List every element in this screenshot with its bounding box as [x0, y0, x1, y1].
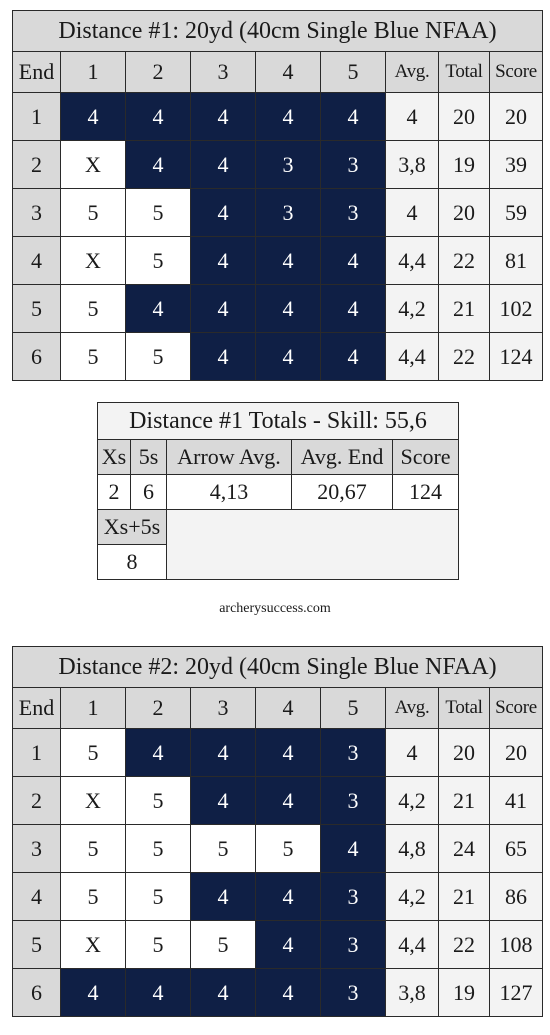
arrow-score: 4: [256, 873, 321, 921]
end-average: 3,8: [386, 969, 439, 1017]
totals-score-value: 124: [393, 475, 459, 510]
arrow-score: 5: [61, 189, 126, 237]
totals-header-xs: Xs: [98, 440, 131, 475]
totals-header-avg-end: Avg. End: [292, 440, 393, 475]
end-number: 1: [13, 729, 61, 777]
end-total: 21: [439, 285, 490, 333]
end-total: 20: [439, 93, 490, 141]
end-average: 4: [386, 189, 439, 237]
arrow-score: 4: [256, 93, 321, 141]
header-end: End: [13, 52, 61, 93]
end-number: 2: [13, 777, 61, 825]
distance2-scorecard: [12, 646, 543, 1017]
end-total: 22: [439, 237, 490, 285]
running-score: 41: [490, 777, 543, 825]
arrow-score: X: [61, 141, 126, 189]
arrow-score: 4: [61, 969, 126, 1017]
running-score: 81: [490, 237, 543, 285]
header-total: Total: [439, 688, 490, 729]
end-total: 24: [439, 825, 490, 873]
end-number: 6: [13, 969, 61, 1017]
site-credit: archerysuccess.com: [219, 601, 331, 616]
header-arrow-3: 3: [191, 688, 256, 729]
end-average: 4,4: [386, 333, 439, 381]
distance2-title: Distance #2: 20yd (40cm Single Blue NFAA): [13, 647, 543, 688]
end-number: 4: [13, 873, 61, 921]
arrow-score: X: [61, 237, 126, 285]
header-arrow-2: 2: [126, 52, 191, 93]
arrow-score: X: [61, 777, 126, 825]
arrow-score: 4: [321, 93, 386, 141]
end-row: [13, 237, 543, 285]
end-average: 4: [386, 729, 439, 777]
end-number: 6: [13, 333, 61, 381]
end-average: 4,2: [386, 777, 439, 825]
end-row: [13, 825, 543, 873]
running-score: 86: [490, 873, 543, 921]
arrow-score: 3: [321, 141, 386, 189]
header-avg: Avg.: [386, 688, 439, 729]
running-score: 124: [490, 333, 543, 381]
distance1-title: Distance #1: 20yd (40cm Single Blue NFAA): [13, 11, 543, 52]
running-score: 127: [490, 969, 543, 1017]
totals-xs-value: 2: [98, 475, 131, 510]
header-score: Score: [490, 52, 543, 93]
end-row: [13, 189, 543, 237]
arrow-score: 5: [126, 825, 191, 873]
arrow-score: 5: [61, 285, 126, 333]
arrow-score: 4: [256, 333, 321, 381]
end-row: [13, 285, 543, 333]
end-average: 4: [386, 93, 439, 141]
arrow-score: 3: [321, 873, 386, 921]
end-average: 4,8: [386, 825, 439, 873]
running-score: 59: [490, 189, 543, 237]
end-row: [13, 921, 543, 969]
arrow-score: 3: [256, 141, 321, 189]
arrow-score: 5: [61, 333, 126, 381]
totals-avg-end-value: 20,67: [292, 475, 393, 510]
arrow-score: 5: [61, 873, 126, 921]
arrow-score: 4: [126, 729, 191, 777]
arrow-score: 4: [191, 777, 256, 825]
end-average: 4,2: [386, 873, 439, 921]
arrow-score: 5: [126, 873, 191, 921]
arrow-score: 5: [61, 729, 126, 777]
header-arrow-1: 1: [61, 52, 126, 93]
header-arrow-4: 4: [256, 688, 321, 729]
header-avg: Avg.: [386, 52, 439, 93]
header-arrow-5: 5: [321, 52, 386, 93]
end-number: 3: [13, 825, 61, 873]
arrow-score: 5: [126, 333, 191, 381]
arrow-score: 4: [191, 729, 256, 777]
end-total: 20: [439, 729, 490, 777]
header-total: Total: [439, 52, 490, 93]
end-number: 3: [13, 189, 61, 237]
arrow-score: 5: [191, 825, 256, 873]
end-average: 4,4: [386, 237, 439, 285]
arrow-score: 4: [256, 969, 321, 1017]
arrow-score: 3: [321, 969, 386, 1017]
arrow-score: 4: [191, 189, 256, 237]
arrow-score: 5: [191, 921, 256, 969]
running-score: 20: [490, 93, 543, 141]
arrow-score: 4: [191, 969, 256, 1017]
totals-xs5s-label: Xs+5s: [98, 510, 167, 545]
arrow-score: 4: [191, 93, 256, 141]
header-arrow-2: 2: [126, 688, 191, 729]
arrow-score: 3: [321, 777, 386, 825]
arrow-score: 4: [191, 873, 256, 921]
arrow-score: 4: [191, 237, 256, 285]
running-score: 39: [490, 141, 543, 189]
header-score: Score: [490, 688, 543, 729]
arrow-score: 5: [126, 237, 191, 285]
end-row: [13, 93, 543, 141]
arrow-score: 4: [126, 285, 191, 333]
end-total: 22: [439, 333, 490, 381]
arrow-score: 4: [256, 777, 321, 825]
arrow-score: 3: [321, 189, 386, 237]
arrow-score: 3: [321, 729, 386, 777]
arrow-score: 5: [61, 825, 126, 873]
end-average: 4,2: [386, 285, 439, 333]
totals-empty-area: [167, 510, 459, 580]
totals-header-arrow-avg: Arrow Avg.: [167, 440, 292, 475]
end-number: 5: [13, 285, 61, 333]
arrow-score: 4: [126, 141, 191, 189]
arrow-score: X: [61, 921, 126, 969]
arrow-score: 4: [61, 93, 126, 141]
end-number: 2: [13, 141, 61, 189]
header-arrow-1: 1: [61, 688, 126, 729]
distance1-scorecard: [12, 10, 543, 381]
arrow-score: 4: [321, 825, 386, 873]
arrow-score: 4: [321, 285, 386, 333]
arrow-score: 5: [126, 777, 191, 825]
end-average: 3,8: [386, 141, 439, 189]
arrow-score: 5: [256, 825, 321, 873]
end-row: [13, 777, 543, 825]
header-arrow-3: 3: [191, 52, 256, 93]
end-row: [13, 873, 543, 921]
arrow-score: 4: [126, 969, 191, 1017]
end-total: 19: [439, 141, 490, 189]
arrow-score: 4: [256, 921, 321, 969]
arrow-score: 4: [191, 333, 256, 381]
end-total: 19: [439, 969, 490, 1017]
arrow-score: 4: [191, 141, 256, 189]
arrow-score: 4: [321, 333, 386, 381]
totals-xs5s-value: 8: [98, 545, 167, 580]
distance1-totals: [97, 402, 459, 580]
arrow-score: 4: [256, 237, 321, 285]
header-arrow-5: 5: [321, 688, 386, 729]
header-end: End: [13, 688, 61, 729]
totals-title: Distance #1 Totals - Skill: 55,6: [98, 403, 459, 440]
end-row: [13, 333, 543, 381]
arrow-score: 4: [321, 237, 386, 285]
arrow-score: 4: [126, 93, 191, 141]
end-number: 5: [13, 921, 61, 969]
end-row: [13, 969, 543, 1017]
arrow-score: 4: [256, 729, 321, 777]
arrow-score: 5: [126, 189, 191, 237]
end-total: 22: [439, 921, 490, 969]
arrow-score: 4: [256, 285, 321, 333]
end-row: [13, 729, 543, 777]
running-score: 102: [490, 285, 543, 333]
end-average: 4,4: [386, 921, 439, 969]
end-number: 4: [13, 237, 61, 285]
arrow-score: 3: [321, 921, 386, 969]
arrow-score: 5: [126, 921, 191, 969]
end-row: [13, 141, 543, 189]
totals-5s-value: 6: [131, 475, 167, 510]
arrow-score: 3: [256, 189, 321, 237]
header-arrow-4: 4: [256, 52, 321, 93]
totals-header-score: Score: [393, 440, 459, 475]
running-score: 20: [490, 729, 543, 777]
end-total: 21: [439, 777, 490, 825]
end-total: 20: [439, 189, 490, 237]
running-score: 65: [490, 825, 543, 873]
end-total: 21: [439, 873, 490, 921]
arrow-score: 4: [191, 285, 256, 333]
totals-header-5s: 5s: [131, 440, 167, 475]
running-score: 108: [490, 921, 543, 969]
totals-arrow-avg-value: 4,13: [167, 475, 292, 510]
end-number: 1: [13, 93, 61, 141]
